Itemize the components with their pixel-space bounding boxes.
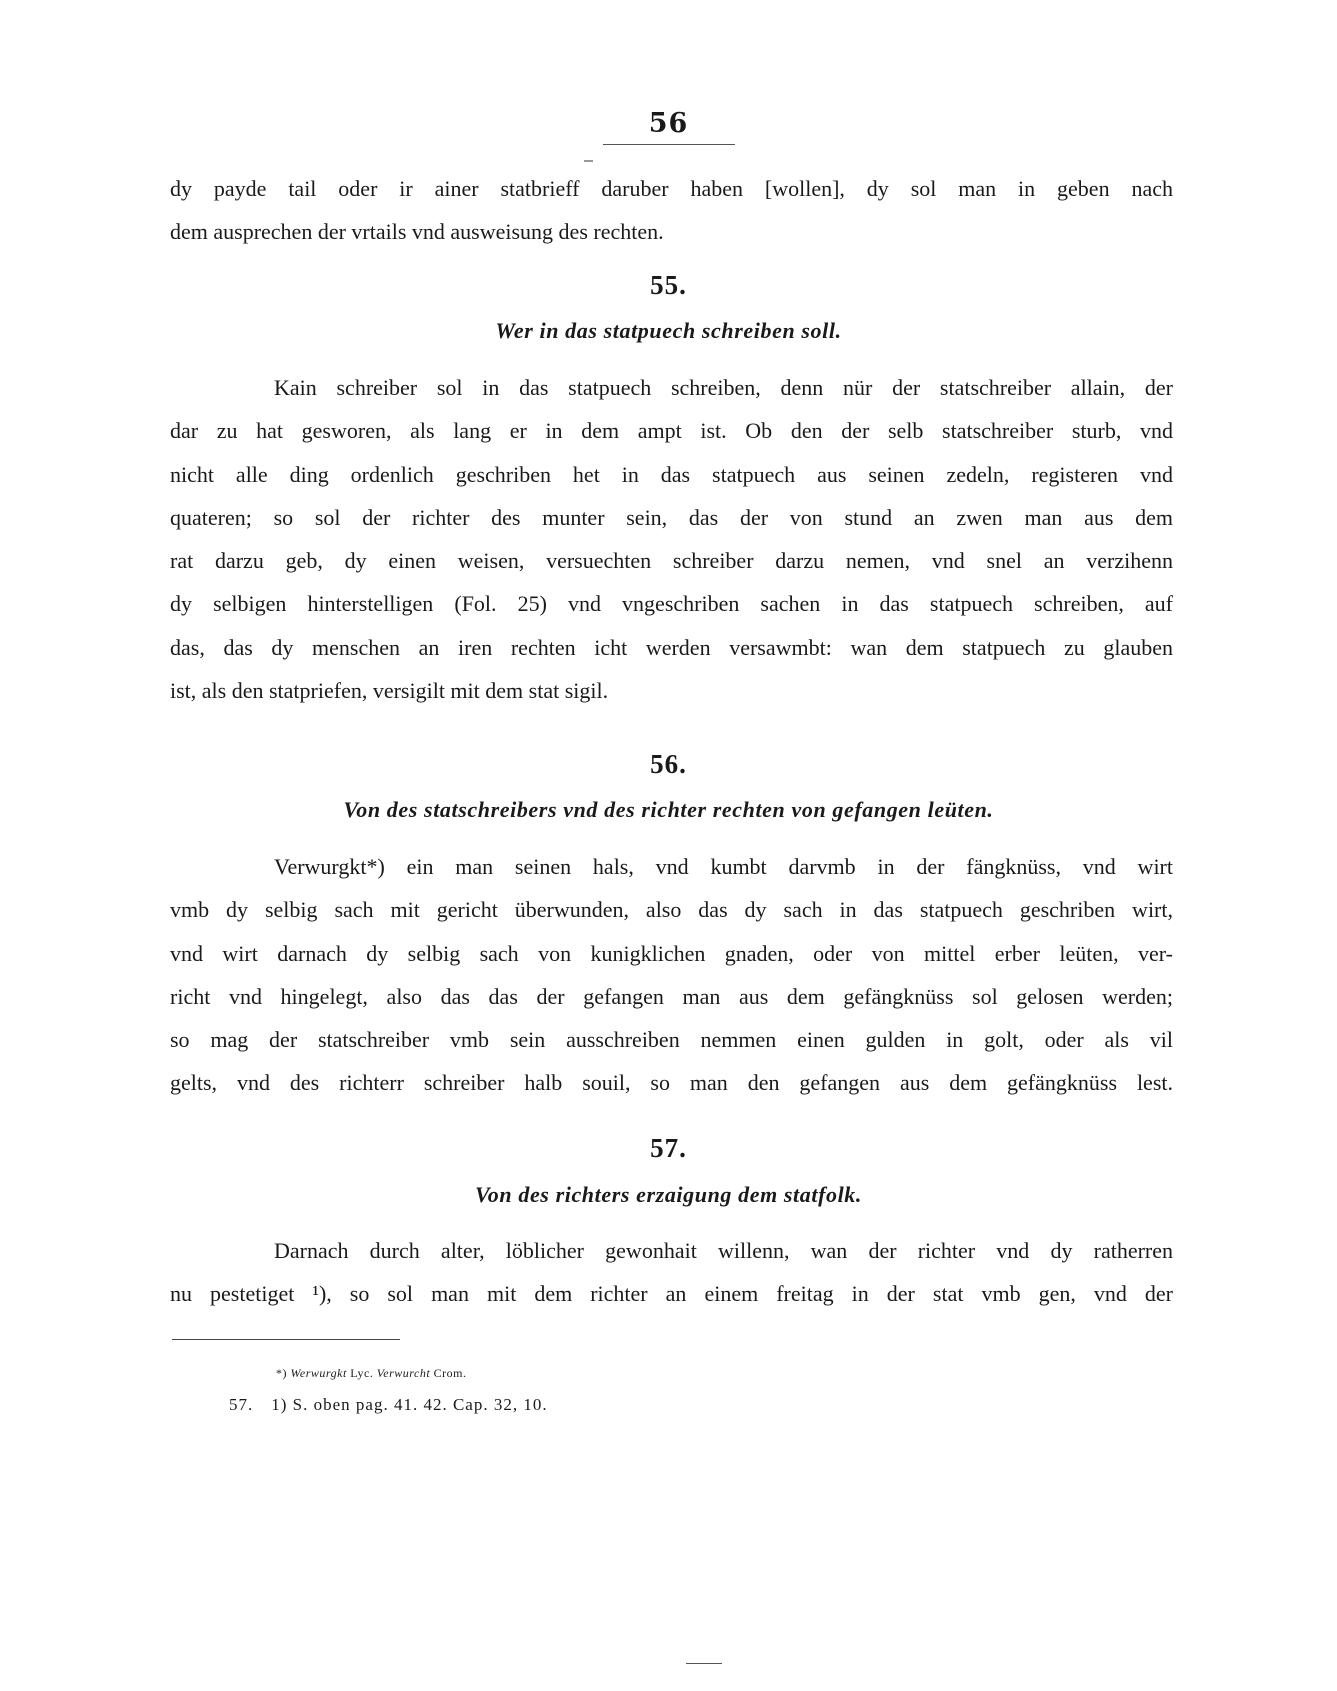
section-number-56: 56. [650, 749, 687, 779]
text-line: vmb dy selbig sach mit gericht überwunden, also das dy sach in das statpuech geschriben wirt, [170, 897, 1173, 923]
text-line: dy selbigen hinterstelligen (Fol. 25) vnd vngeschriben sachen in das statpuech schreiben, auf [170, 591, 1173, 617]
section-title-55: Wer in das statpuech schreiben soll. [495, 318, 842, 343]
text-line: rat darzu geb, dy einen weisen, versuechten schreiber darzu nemen, vnd snel an verzihenn [170, 548, 1173, 574]
footnote-separator [172, 1339, 400, 1340]
text-line: quateren; so sol der richter des munter sein, das der von stund an zwen man aus dem [170, 504, 1173, 530]
text-line: das, das dy menschen an iren rechten icht werden versawmbt: wan dem statpuech zu glauben [170, 634, 1173, 660]
section-57-paragraph [170, 1229, 1173, 1316]
footnote-source: Crom. [433, 1366, 467, 1380]
footnote-text: 1) S. oben pag. 41. 42. Cap. 32, 10. [271, 1395, 548, 1414]
section-55-paragraph [170, 366, 1173, 712]
footnote-reading: Verwurcht [376, 1366, 431, 1380]
footnote-reading: Werwurgkt [290, 1366, 347, 1380]
page-number: 56 [648, 108, 689, 139]
text-line: dem ausprechen der vrtails vnd ausweisung des rechten. [170, 219, 664, 245]
text-line: ist, als den statpriefen, versigilt mit dem stat sigil. [170, 678, 609, 704]
continuation-paragraph [170, 167, 1173, 254]
bottom-mark [686, 1663, 722, 1664]
text-line: nicht alle ding ordenlich geschriben het in das statpuech aus seinen zedeln, registeren vnd [170, 461, 1173, 487]
text-line: vnd wirt darnach dy selbig sach von kunigklichen gnaden, oder von mittel erber leüten, ver- [170, 940, 1173, 966]
text-line: gelts, vnd des richterr schreiber halb souil, so man den gefangen aus dem gefängknüss lest. [170, 1070, 1173, 1096]
text-line: so mag der statschreiber vmb sein ausschreiben nemmen einen gulden in golt, oder als vil [170, 1027, 1173, 1053]
text-line: dy payde tail oder ir ainer statbrieff daruber haben [wollen], dy sol man in geben nach [170, 176, 1173, 201]
text-line: nu pestetiget ¹), so sol man mit dem richter an einem freitag in der stat vmb gen, vnd der [170, 1281, 1173, 1307]
text-line: Kain schreiber sol in das statpuech schreiben, denn nür der statschreiber allain, der [274, 375, 1173, 400]
footnote-marker: *) [276, 1366, 287, 1380]
text-line: Verwurgkt*) ein man seinen hals, vnd kumbt darvmb in der fängknüss, vnd wirt [274, 854, 1173, 879]
section-title-57: Von des richters erzaigung dem statfolk. [474, 1182, 863, 1207]
header-mark [584, 160, 593, 162]
footnote-star [276, 1366, 467, 1381]
text-line: dar zu hat gesworen, als lang er in dem ampt ist. Ob den der selb statschreiber sturb, vnd [170, 418, 1173, 444]
section-title-56: Von des statschreibers vnd des richter rechten von gefangen leüten. [343, 797, 994, 822]
text-line: Darnach durch alter, löblicher gewonhait willenn, wan der richter vnd dy ratherren [274, 1238, 1173, 1263]
text-line: richt vnd hingelegt, also das das der gefangen man aus dem gefängknüss sol gelosen werden; [170, 983, 1173, 1009]
section-number-55: 55. [650, 270, 687, 300]
section-56-paragraph [170, 845, 1173, 1105]
footnote-numbered [229, 1395, 548, 1415]
footnote-chapter: 57. [229, 1395, 254, 1414]
footnote-source: Lyc. [350, 1366, 374, 1380]
page-number-rule [603, 144, 735, 145]
section-number-57: 57. [650, 1133, 687, 1163]
